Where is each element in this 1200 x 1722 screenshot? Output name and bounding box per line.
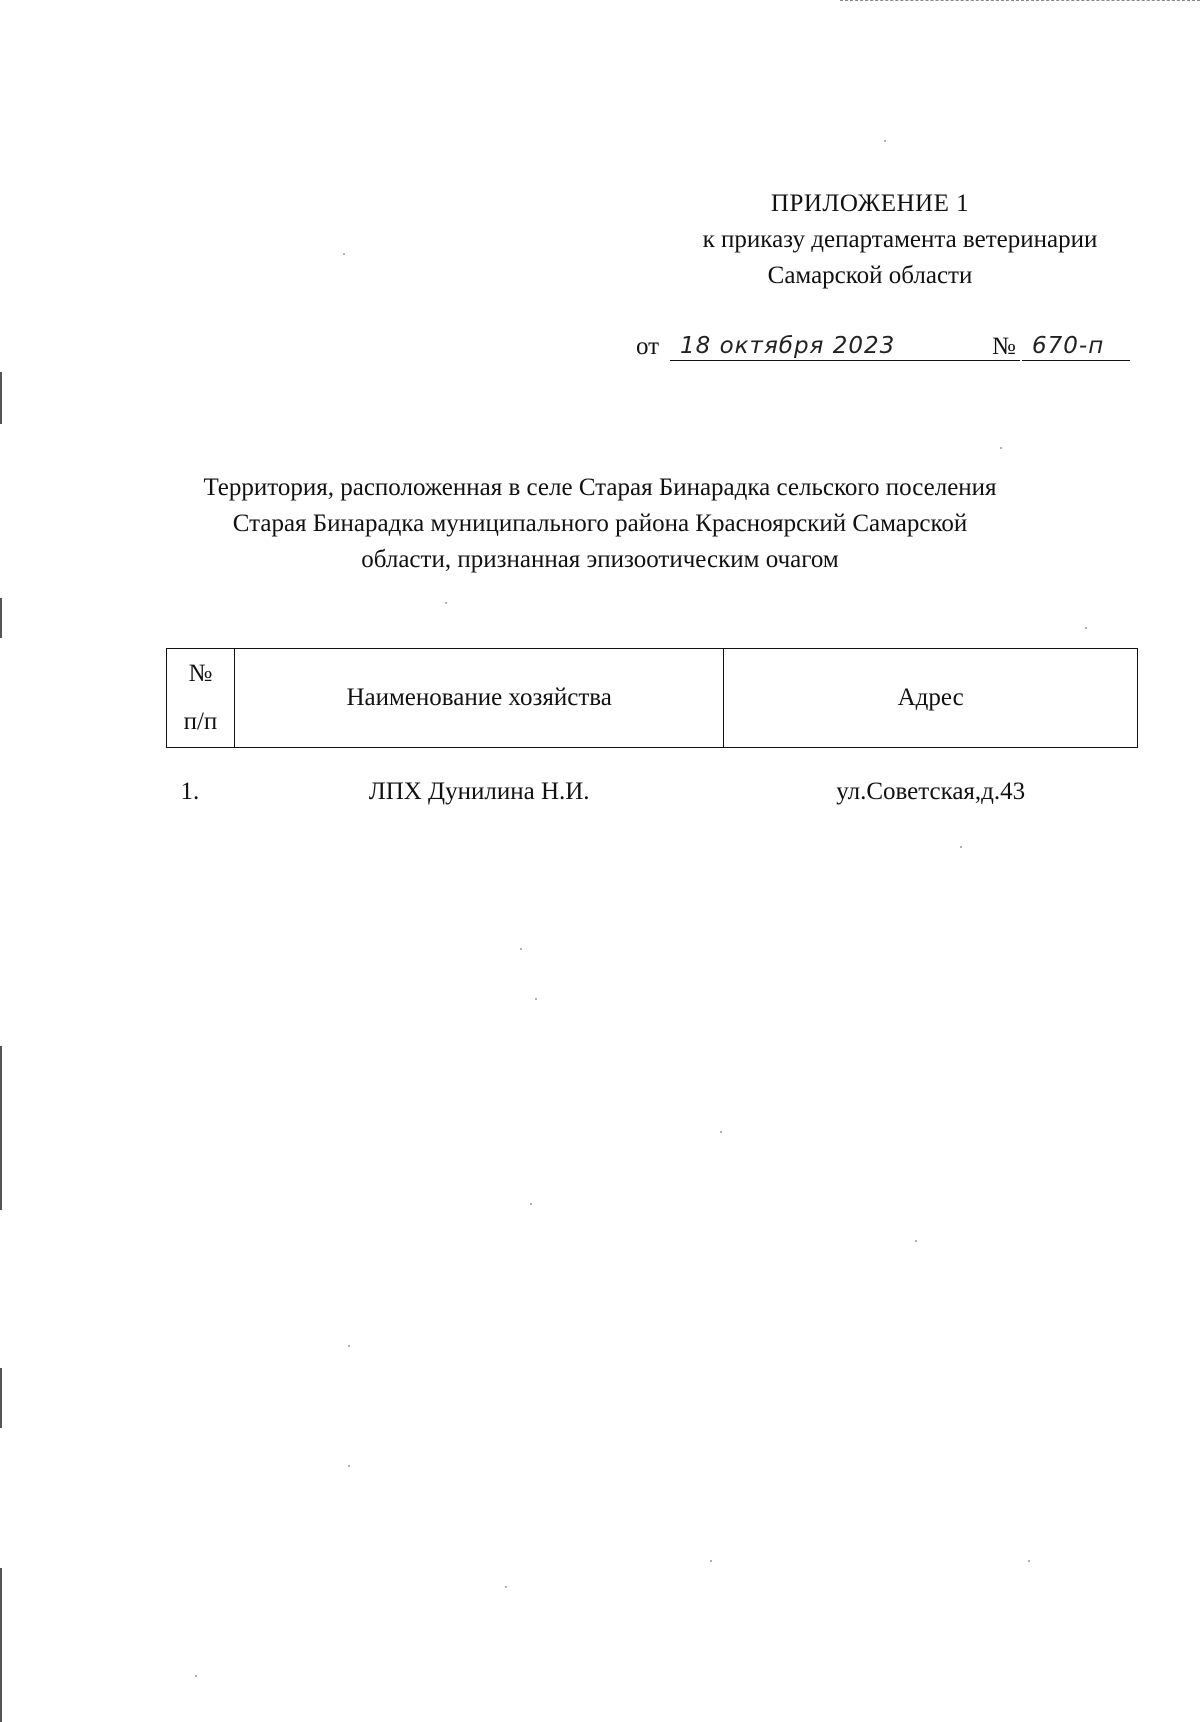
scan-speck — [535, 998, 537, 1000]
scan-edge-mark — [0, 1368, 2, 1428]
header-address: Адрес — [724, 649, 1138, 748]
header-num — [167, 649, 235, 748]
header-num-line2: п/п — [183, 708, 218, 735]
scan-speck — [348, 1465, 350, 1467]
heading-line: Территория, расположенная в селе Старая Бинарадка сельского поселения — [203, 474, 997, 501]
scan-speck — [720, 1131, 722, 1133]
row-farm-name: ЛПХ Дунилина Н.И. — [368, 778, 590, 805]
scan-speck — [195, 1675, 197, 1677]
order-number-label: № — [992, 333, 1016, 360]
scan-edge-mark — [0, 1568, 2, 1722]
heading-line: Старая Бинарадка муниципального района Красноярский Самарской — [232, 510, 968, 537]
header-num-line1: № — [188, 660, 213, 687]
scan-speck — [530, 1203, 532, 1205]
scan-speck — [710, 1560, 712, 1562]
order-date-handwritten: 18 октября 2023 — [680, 333, 896, 359]
scan-speck — [348, 1345, 350, 1347]
scan-speck — [343, 253, 345, 255]
scan-edge-mark — [0, 372, 2, 424]
scan-top-edge — [840, 0, 1200, 3]
document-heading — [150, 470, 1050, 578]
table-row — [167, 748, 1138, 820]
scan-speck — [1000, 447, 1002, 449]
heading-line: области, признанная эпизоотическим очагом — [361, 546, 839, 573]
header-farm-name: Наименование хозяйства — [234, 649, 723, 748]
order-number-handwritten: 670-п — [1032, 333, 1105, 359]
scan-speck — [960, 846, 962, 848]
order-from-label: от — [636, 333, 660, 360]
scan-speck — [445, 602, 447, 604]
scan-speck — [520, 948, 522, 950]
scan-speck — [884, 140, 886, 142]
table-header-row — [167, 649, 1138, 748]
row-address: ул.Советская,д.43 — [836, 778, 1026, 805]
appendix-title: ПРИЛОЖЕНИЕ 1 — [770, 190, 970, 217]
scan-edge-mark — [0, 1046, 2, 1210]
farms-table — [166, 648, 1138, 819]
scan-speck — [1085, 627, 1087, 629]
order-date-number-line — [636, 325, 1136, 365]
row-num: 1. — [180, 778, 200, 805]
scan-speck — [1028, 1560, 1030, 1562]
scan-speck — [915, 1240, 917, 1242]
appendix-order-ref: к приказу департамента ветеринарии — [702, 226, 1098, 253]
scan-speck — [505, 1586, 507, 1588]
scan-edge-mark — [0, 598, 2, 638]
appendix-region: Самарской области — [767, 262, 973, 289]
